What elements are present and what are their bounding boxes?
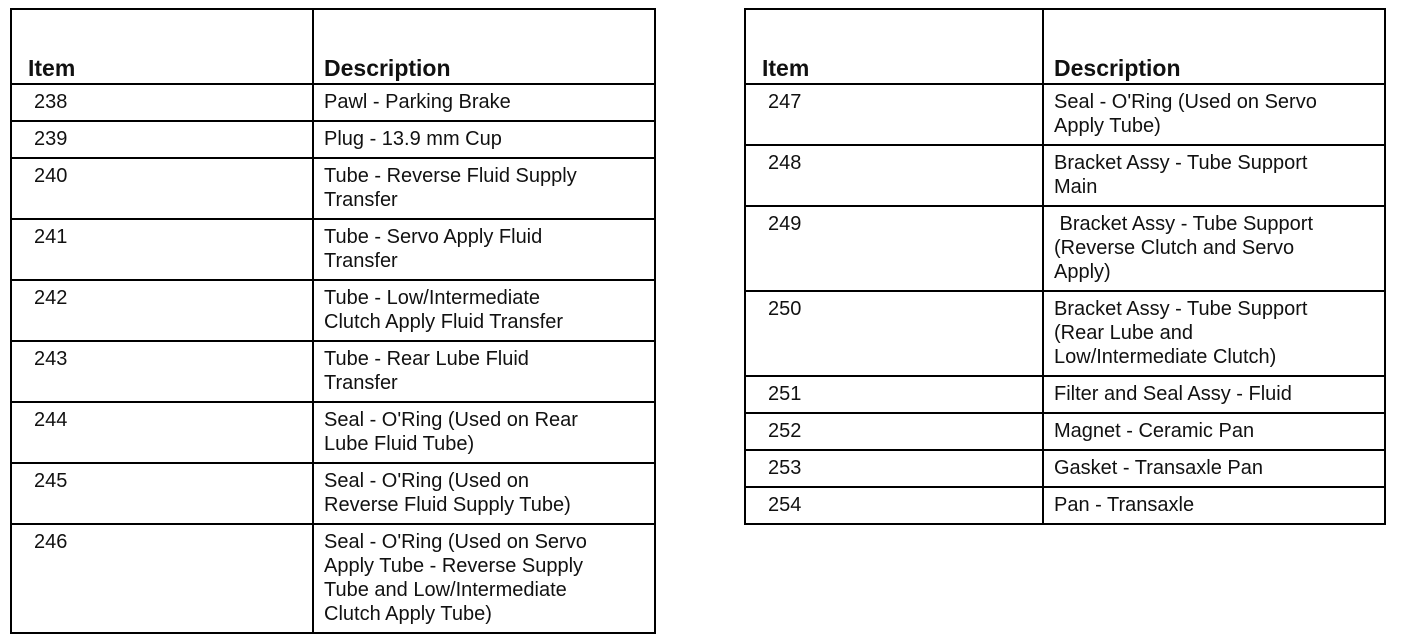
table-row: [745, 487, 1385, 524]
item-number-cell: 241: [11, 219, 313, 280]
description-cell: [313, 341, 655, 402]
table-row: [745, 450, 1385, 487]
description-cell: [313, 524, 655, 633]
description-cell: [313, 219, 655, 280]
item-number-cell: 245: [11, 463, 313, 524]
item-number-cell: 251: [745, 376, 1043, 413]
description-cell: [313, 463, 655, 524]
description-line: Transfer: [324, 189, 398, 211]
description-line: (Rear Lube and: [1054, 322, 1193, 344]
description-column-header: Description: [313, 9, 655, 84]
description-cell: [313, 158, 655, 219]
item-number-cell: 243: [11, 341, 313, 402]
item-number-cell: 249: [745, 206, 1043, 291]
item-number-cell: 239: [11, 121, 313, 158]
description-line: Tube and Low/Intermediate: [324, 579, 567, 601]
table-row: [11, 524, 655, 633]
table-row: [11, 463, 655, 524]
item-number-cell: 244: [11, 402, 313, 463]
description-line: Bracket Assy - Tube Support: [1054, 152, 1308, 174]
description-line: Apply): [1054, 261, 1111, 283]
description-line: Clutch Apply Tube): [324, 603, 492, 625]
description-line: Bracket Assy - Tube Support: [1054, 213, 1314, 235]
description-line: Pan - Transaxle: [1054, 494, 1195, 516]
item-number-cell: 238: [11, 84, 313, 121]
table-row: [745, 84, 1385, 145]
description-line: Tube - Rear Lube Fluid: [324, 348, 529, 370]
item-number-cell: 253: [745, 450, 1043, 487]
table-row: [745, 206, 1385, 291]
description-line: Lube Fluid Tube): [324, 433, 475, 455]
description-cell: [313, 402, 655, 463]
parts-table-left: [10, 8, 656, 634]
description-line: Reverse Fluid Supply Tube): [324, 494, 571, 516]
description-cell: [1043, 413, 1385, 450]
table-row: [745, 376, 1385, 413]
description-line: Apply Tube - Reverse Supply: [324, 555, 584, 577]
table-header-row: [11, 9, 655, 84]
table-row: [745, 145, 1385, 206]
description-line: Seal - O'Ring (Used on Servo: [324, 531, 587, 553]
item-number-cell: 240: [11, 158, 313, 219]
description-line: Plug - 13.9 mm Cup: [324, 128, 502, 150]
description-line: Tube - Low/Intermediate: [324, 287, 541, 309]
table-row: [11, 341, 655, 402]
table-row: [11, 121, 655, 158]
description-line: Seal - O'Ring (Used on Rear: [324, 409, 578, 431]
description-line: Pawl - Parking Brake: [324, 91, 511, 113]
description-line: (Reverse Clutch and Servo: [1054, 237, 1295, 259]
table-row: [11, 402, 655, 463]
item-number-cell: 242: [11, 280, 313, 341]
description-line: Transfer: [324, 250, 398, 272]
table-body: [11, 84, 655, 633]
item-number-cell: 246: [11, 524, 313, 633]
description-line: Tube - Reverse Fluid Supply: [324, 165, 577, 187]
parts-table-right: [744, 8, 1386, 525]
description-line: Main: [1054, 176, 1098, 198]
table-row: [11, 158, 655, 219]
item-number-cell: 250: [745, 291, 1043, 376]
item-number-cell: 248: [745, 145, 1043, 206]
description-cell: [1043, 145, 1385, 206]
description-line: Clutch Apply Fluid Transfer: [324, 311, 563, 333]
description-cell: [313, 121, 655, 158]
item-column-header: Item: [745, 9, 1043, 84]
description-line: Magnet - Ceramic Pan: [1054, 420, 1255, 442]
description-cell: [1043, 450, 1385, 487]
item-number-cell: 254: [745, 487, 1043, 524]
description-cell: [1043, 84, 1385, 145]
item-number-cell: 252: [745, 413, 1043, 450]
table-row: [11, 280, 655, 341]
table-header-row: [745, 9, 1385, 84]
description-line: Filter and Seal Assy - Fluid: [1054, 383, 1292, 405]
description-cell: [313, 280, 655, 341]
description-line: Bracket Assy - Tube Support: [1054, 298, 1308, 320]
description-line: Gasket - Transaxle Pan: [1054, 457, 1263, 479]
description-column-header: Description: [1043, 9, 1385, 84]
description-line: Transfer: [324, 372, 398, 394]
table-row: [745, 291, 1385, 376]
description-line: Tube - Servo Apply Fluid: [324, 226, 543, 248]
description-line: Low/Intermediate Clutch): [1054, 346, 1277, 368]
table-body: [745, 84, 1385, 524]
item-number-cell: 247: [745, 84, 1043, 145]
table-row: [11, 219, 655, 280]
description-cell: [1043, 291, 1385, 376]
description-cell: [1043, 487, 1385, 524]
description-cell: [1043, 376, 1385, 413]
item-column-header: Item: [11, 9, 313, 84]
description-line: Seal - O'Ring (Used on Servo: [1054, 91, 1317, 113]
description-cell: [313, 84, 655, 121]
description-cell: [1043, 206, 1385, 291]
description-line: Apply Tube): [1054, 115, 1161, 137]
table-row: [11, 84, 655, 121]
table-row: [745, 413, 1385, 450]
description-line: Seal - O'Ring (Used on: [324, 470, 530, 492]
